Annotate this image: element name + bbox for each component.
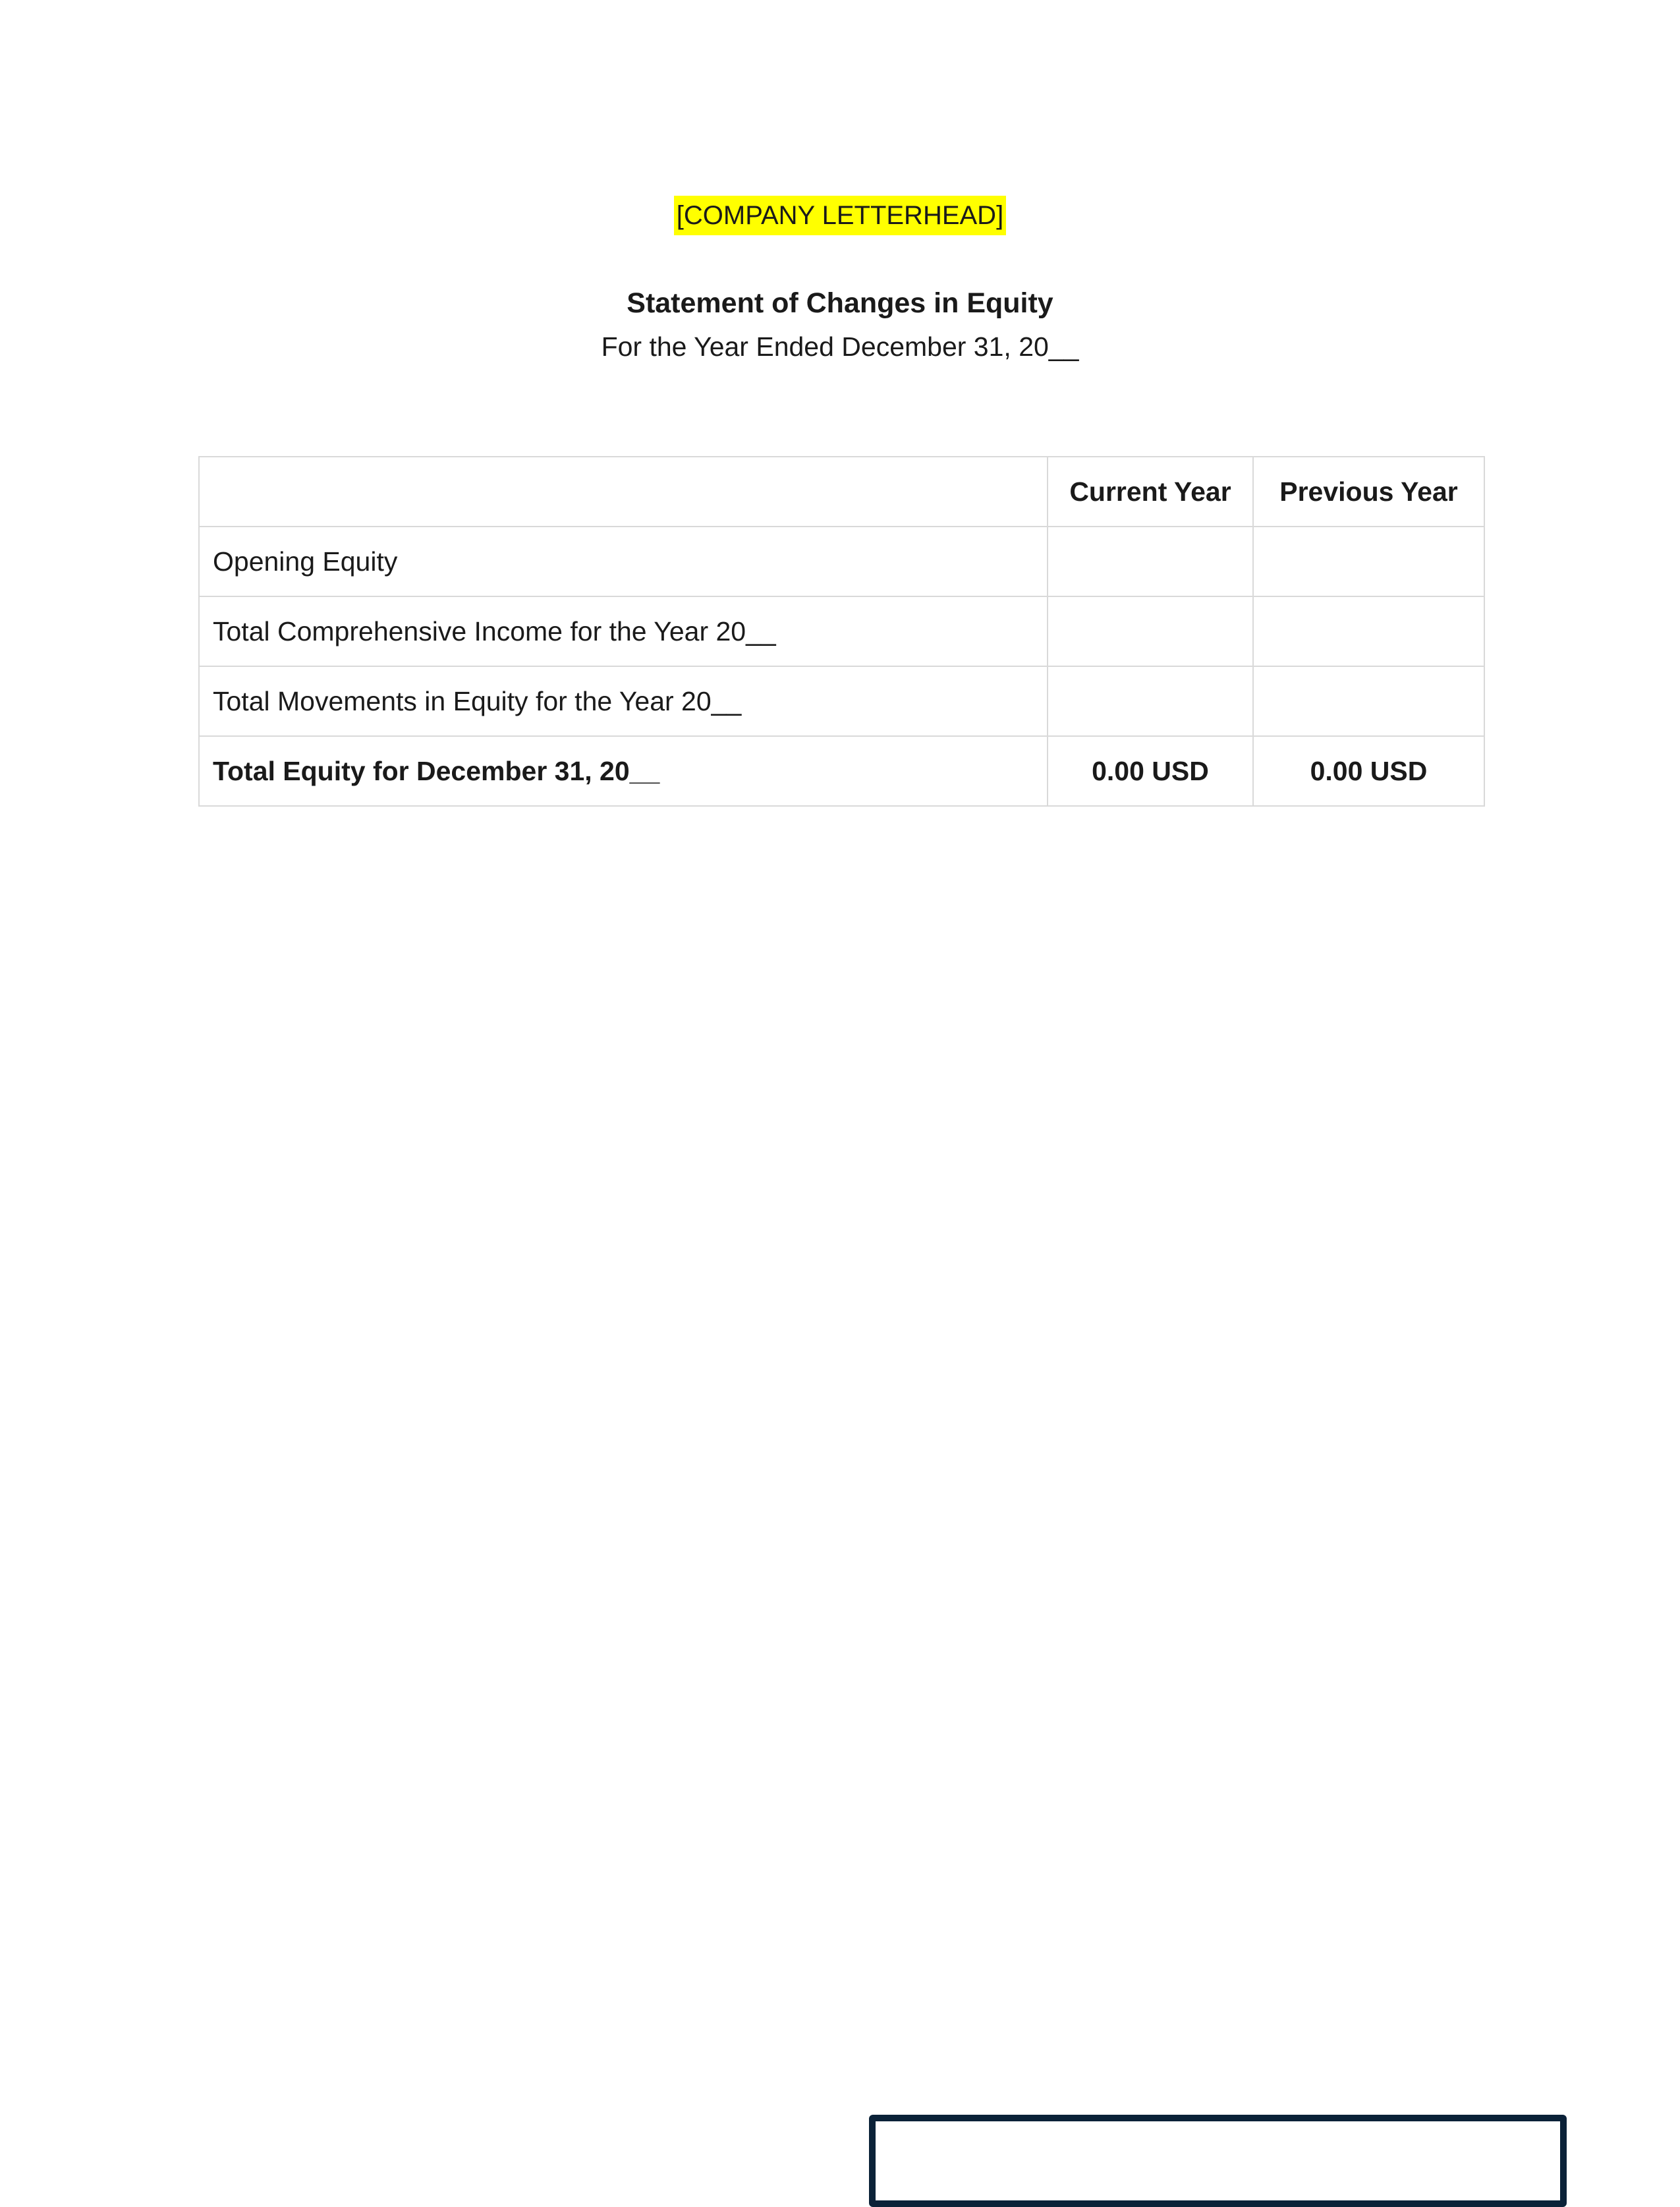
equity-table <box>198 456 1485 807</box>
cell-previous-year <box>1253 527 1484 596</box>
document-title: Statement of Changes in Equity <box>627 287 1053 319</box>
letterhead-container <box>0 196 1680 235</box>
cell-current-year: 0.00 USD <box>1048 736 1253 806</box>
header-blank <box>199 457 1048 527</box>
table-row-opening-equity <box>199 527 1484 596</box>
document-subtitle: For the Year Ended December 31, 20__ <box>601 331 1079 362</box>
row-label: Total Comprehensive Income for the Year 20__ <box>199 596 1048 666</box>
cell-previous-year: 0.00 USD <box>1253 736 1484 806</box>
footer-box <box>869 2115 1567 2207</box>
cell-current-year <box>1048 666 1253 736</box>
table-row-movements <box>199 666 1484 736</box>
row-label: Total Equity for December 31, 20__ <box>199 736 1048 806</box>
cell-previous-year <box>1253 666 1484 736</box>
table-header-row <box>199 457 1484 527</box>
table-row-comprehensive-income <box>199 596 1484 666</box>
row-label: Total Movements in Equity for the Year 20__ <box>199 666 1048 736</box>
row-label: Opening Equity <box>199 527 1048 596</box>
header-current-year: Current Year <box>1048 457 1253 527</box>
cell-previous-year <box>1253 596 1484 666</box>
header-previous-year: Previous Year <box>1253 457 1484 527</box>
table-row-total-equity <box>199 736 1484 806</box>
cell-current-year <box>1048 596 1253 666</box>
company-letterhead: [COMPANY LETTERHEAD] <box>674 196 1006 235</box>
cell-current-year <box>1048 527 1253 596</box>
